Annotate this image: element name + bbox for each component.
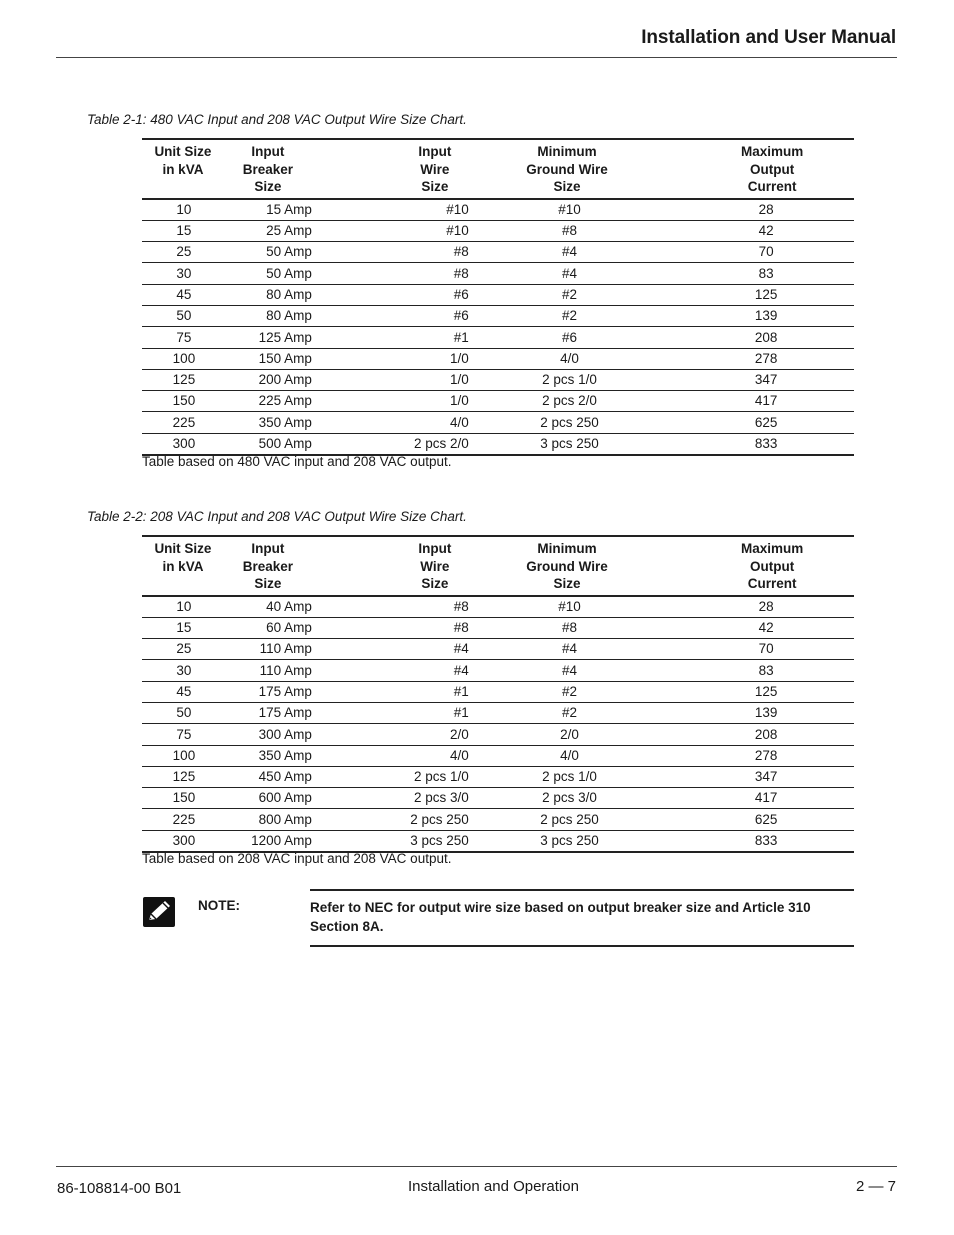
col-header-line: Size	[421, 179, 449, 194]
cell-input-breaker: 450 Amp	[224, 766, 312, 787]
table-row	[142, 766, 854, 787]
col-header-line: Maximum	[740, 144, 804, 159]
cell-output-current: 70	[618, 639, 854, 660]
table-header	[142, 139, 854, 199]
cell-unit-size: 50	[142, 702, 224, 723]
cell-input-wire: #10	[312, 199, 498, 221]
cell-input-breaker: 225 Amp	[224, 391, 312, 412]
col-header-line: Input	[418, 541, 452, 556]
cell-unit-size: 15	[142, 617, 224, 638]
cell-ground-wire: 2/0	[498, 724, 618, 745]
col-header-line: Unit Size	[154, 541, 212, 556]
col-header-line: Maximum	[740, 541, 804, 556]
cell-input-breaker: 175 Amp	[224, 702, 312, 723]
cell-input-wire: #4	[312, 660, 498, 681]
cell-unit-size: 15	[142, 220, 224, 241]
table-row	[142, 788, 854, 809]
cell-input-wire: #4	[312, 639, 498, 660]
cell-output-current: 625	[618, 809, 854, 830]
cell-ground-wire: 2 pcs 250	[498, 412, 618, 433]
cell-input-wire: #1	[312, 702, 498, 723]
note-text: Refer to NEC for output wire size based on output breaker size and Article 310 Section 8A.	[310, 900, 811, 934]
table-row	[142, 745, 854, 766]
table-row	[142, 220, 854, 241]
cell-unit-size: 25	[142, 242, 224, 263]
cell-unit-size: 300	[142, 830, 224, 852]
cell-output-current: 417	[618, 391, 854, 412]
col-header-line: Size	[254, 179, 282, 194]
table-row	[142, 284, 854, 305]
cell-input-breaker: 350 Amp	[224, 412, 312, 433]
footer-section-title: Installation and Operation	[408, 1178, 579, 1195]
cell-input-wire: 4/0	[312, 412, 498, 433]
cell-input-breaker: 350 Amp	[224, 745, 312, 766]
col-header-line: Ground Wire	[526, 161, 608, 177]
cell-ground-wire: 2 pcs 1/0	[498, 369, 618, 390]
cell-ground-wire: #2	[498, 681, 618, 702]
cell-ground-wire: 4/0	[498, 348, 618, 369]
cell-ground-wire: #4	[498, 242, 618, 263]
cell-output-current: 28	[618, 596, 854, 618]
cell-unit-size: 10	[142, 199, 224, 221]
cell-unit-size: 50	[142, 305, 224, 326]
cell-input-breaker: 80 Amp	[224, 305, 312, 326]
cell-unit-size: 45	[142, 681, 224, 702]
cell-unit-size: 100	[142, 348, 224, 369]
col-header-line: Input	[251, 144, 285, 159]
cell-input-breaker: 800 Amp	[224, 809, 312, 830]
table-row	[142, 596, 854, 618]
table-row	[142, 724, 854, 745]
cell-ground-wire: 2 pcs 1/0	[498, 766, 618, 787]
table-row	[142, 242, 854, 263]
cell-input-wire: 2 pcs 2/0	[312, 433, 498, 455]
table-row	[142, 639, 854, 660]
col-header-line: Ground Wire	[526, 558, 608, 574]
cell-input-breaker: 150 Amp	[224, 348, 312, 369]
table-1-caption: Table 2-1: 480 VAC Input and 208 VAC Output Wire Size Chart.	[87, 112, 467, 127]
col-header-line: Unit Size	[154, 144, 212, 159]
cell-input-wire: #8	[312, 242, 498, 263]
col-header-line: Current	[747, 576, 797, 591]
col-header-line: Output	[750, 161, 795, 177]
table-row	[142, 348, 854, 369]
cell-output-current: 833	[618, 830, 854, 852]
header-row	[142, 536, 854, 596]
cell-input-breaker: 50 Amp	[224, 263, 312, 284]
cell-input-wire: 1/0	[312, 391, 498, 412]
cell-ground-wire: 2 pcs 2/0	[498, 391, 618, 412]
cell-unit-size: 25	[142, 639, 224, 660]
cell-input-breaker: 500 Amp	[224, 433, 312, 455]
col-header-line: Size	[553, 179, 581, 194]
cell-input-breaker: 600 Amp	[224, 788, 312, 809]
cell-unit-size: 75	[142, 724, 224, 745]
cell-output-current: 417	[618, 788, 854, 809]
table-2-caption: Table 2-2: 208 VAC Input and 208 VAC Output Wire Size Chart.	[87, 509, 467, 524]
cell-unit-size: 150	[142, 788, 224, 809]
table-header	[142, 536, 854, 596]
col-header-line: Size	[254, 576, 282, 591]
col-header-input-wire	[312, 536, 498, 596]
cell-ground-wire: 4/0	[498, 745, 618, 766]
cell-input-breaker: 110 Amp	[224, 639, 312, 660]
col-header-line: Breaker	[242, 558, 294, 574]
cell-output-current: 347	[618, 369, 854, 390]
col-header-line: Minimum	[537, 541, 597, 556]
col-header-output-current	[618, 139, 854, 199]
table-body	[142, 199, 854, 456]
cell-ground-wire: #2	[498, 702, 618, 723]
col-header-ground-wire	[498, 536, 618, 596]
cell-ground-wire: 3 pcs 250	[498, 830, 618, 852]
col-header-line: Wire	[420, 558, 450, 574]
col-header-line: Size	[553, 576, 581, 591]
wire-size-table-480vac	[142, 138, 854, 456]
col-header-line: Input	[418, 144, 452, 159]
cell-input-wire: 2 pcs 250	[312, 809, 498, 830]
cell-input-wire: #10	[312, 220, 498, 241]
cell-unit-size: 30	[142, 660, 224, 681]
cell-input-wire: #8	[312, 617, 498, 638]
table-row	[142, 263, 854, 284]
col-header-input-wire	[312, 139, 498, 199]
col-header-line: Output	[750, 558, 795, 574]
cell-unit-size: 45	[142, 284, 224, 305]
cell-output-current: 83	[618, 263, 854, 284]
col-header-input-breaker	[224, 139, 312, 199]
cell-input-wire: #1	[312, 327, 498, 348]
cell-input-wire: #6	[312, 284, 498, 305]
cell-output-current: 125	[618, 284, 854, 305]
cell-input-breaker: 175 Amp	[224, 681, 312, 702]
cell-input-wire: #8	[312, 263, 498, 284]
note-pencil-icon	[143, 897, 175, 927]
cell-input-breaker: 15 Amp	[224, 199, 312, 221]
table-body	[142, 596, 854, 853]
cell-ground-wire: #2	[498, 284, 618, 305]
cell-input-wire: #1	[312, 681, 498, 702]
table-row	[142, 433, 854, 455]
cell-input-breaker: 1200 Amp	[224, 830, 312, 852]
col-header-line: Wire	[420, 161, 450, 177]
cell-output-current: 278	[618, 348, 854, 369]
cell-output-current: 208	[618, 327, 854, 348]
cell-ground-wire: #8	[498, 617, 618, 638]
cell-output-current: 125	[618, 681, 854, 702]
col-header-line: Size	[421, 576, 449, 591]
cell-output-current: 70	[618, 242, 854, 263]
footer-doc-number: 86-108814-00 B01	[57, 1180, 182, 1197]
cell-output-current: 833	[618, 433, 854, 455]
cell-unit-size: 75	[142, 327, 224, 348]
cell-input-breaker: 60 Amp	[224, 617, 312, 638]
cell-output-current: 278	[618, 745, 854, 766]
cell-unit-size: 150	[142, 391, 224, 412]
cell-output-current: 625	[618, 412, 854, 433]
note-box	[310, 889, 854, 947]
table-row	[142, 305, 854, 326]
cell-ground-wire: 2 pcs 3/0	[498, 788, 618, 809]
cell-input-breaker: 80 Amp	[224, 284, 312, 305]
table-row	[142, 369, 854, 390]
table-row	[142, 660, 854, 681]
col-header-line: in kVA	[162, 161, 204, 177]
table-row	[142, 681, 854, 702]
cell-input-wire: #8	[312, 596, 498, 618]
cell-ground-wire: 3 pcs 250	[498, 433, 618, 455]
cell-unit-size: 125	[142, 766, 224, 787]
cell-output-current: 83	[618, 660, 854, 681]
col-header-ground-wire	[498, 139, 618, 199]
table-1-footnote: Table based on 480 VAC input and 208 VAC output.	[142, 454, 452, 469]
cell-input-breaker: 110 Amp	[224, 660, 312, 681]
header-rule	[56, 57, 897, 58]
cell-input-wire: 2/0	[312, 724, 498, 745]
table-row	[142, 199, 854, 221]
cell-unit-size: 125	[142, 369, 224, 390]
cell-input-breaker: 125 Amp	[224, 327, 312, 348]
cell-input-wire: 1/0	[312, 348, 498, 369]
cell-unit-size: 225	[142, 809, 224, 830]
cell-output-current: 139	[618, 702, 854, 723]
cell-output-current: 28	[618, 199, 854, 221]
col-header-input-breaker	[224, 536, 312, 596]
cell-unit-size: 100	[142, 745, 224, 766]
cell-input-wire: 4/0	[312, 745, 498, 766]
col-header-line: Breaker	[242, 161, 294, 177]
cell-input-breaker: 300 Amp	[224, 724, 312, 745]
col-header-unit-size	[142, 536, 224, 596]
table-row	[142, 327, 854, 348]
cell-ground-wire: #4	[498, 660, 618, 681]
header-row	[142, 139, 854, 199]
cell-output-current: 208	[618, 724, 854, 745]
col-header-output-current	[618, 536, 854, 596]
table-row	[142, 412, 854, 433]
footer-page-number: 2 — 7	[855, 1178, 896, 1195]
cell-input-wire: 2 pcs 1/0	[312, 766, 498, 787]
cell-input-breaker: 50 Amp	[224, 242, 312, 263]
cell-ground-wire: #8	[498, 220, 618, 241]
table-row	[142, 391, 854, 412]
cell-input-breaker: 25 Amp	[224, 220, 312, 241]
col-header-unit-size	[142, 139, 224, 199]
col-header-line: Current	[747, 179, 797, 194]
cell-input-wire: 1/0	[312, 369, 498, 390]
cell-output-current: 42	[618, 220, 854, 241]
table-row	[142, 702, 854, 723]
footer-rule	[56, 1166, 897, 1167]
table-row	[142, 617, 854, 638]
cell-unit-size: 10	[142, 596, 224, 618]
cell-input-wire: 2 pcs 3/0	[312, 788, 498, 809]
cell-output-current: 347	[618, 766, 854, 787]
cell-input-breaker: 200 Amp	[224, 369, 312, 390]
wire-size-table-208vac	[142, 535, 854, 853]
cell-unit-size: 30	[142, 263, 224, 284]
cell-ground-wire: #4	[498, 263, 618, 284]
cell-ground-wire: #2	[498, 305, 618, 326]
cell-ground-wire: #4	[498, 639, 618, 660]
table-row	[142, 830, 854, 852]
note-label: NOTE:	[198, 898, 240, 913]
cell-output-current: 42	[618, 617, 854, 638]
table-row	[142, 809, 854, 830]
cell-ground-wire: #6	[498, 327, 618, 348]
table-2-footnote: Table based on 208 VAC input and 208 VAC output.	[142, 851, 452, 866]
cell-unit-size: 225	[142, 412, 224, 433]
cell-input-breaker: 40 Amp	[224, 596, 312, 618]
cell-ground-wire: #10	[498, 199, 618, 221]
col-header-line: in kVA	[162, 558, 204, 574]
cell-output-current: 139	[618, 305, 854, 326]
cell-input-wire: #6	[312, 305, 498, 326]
col-header-line: Input	[251, 541, 285, 556]
page-header-title: Installation and User Manual	[641, 27, 896, 48]
col-header-line: Minimum	[537, 144, 597, 159]
cell-ground-wire: 2 pcs 250	[498, 809, 618, 830]
cell-unit-size: 300	[142, 433, 224, 455]
cell-ground-wire: #10	[498, 596, 618, 618]
cell-input-wire: 3 pcs 250	[312, 830, 498, 852]
